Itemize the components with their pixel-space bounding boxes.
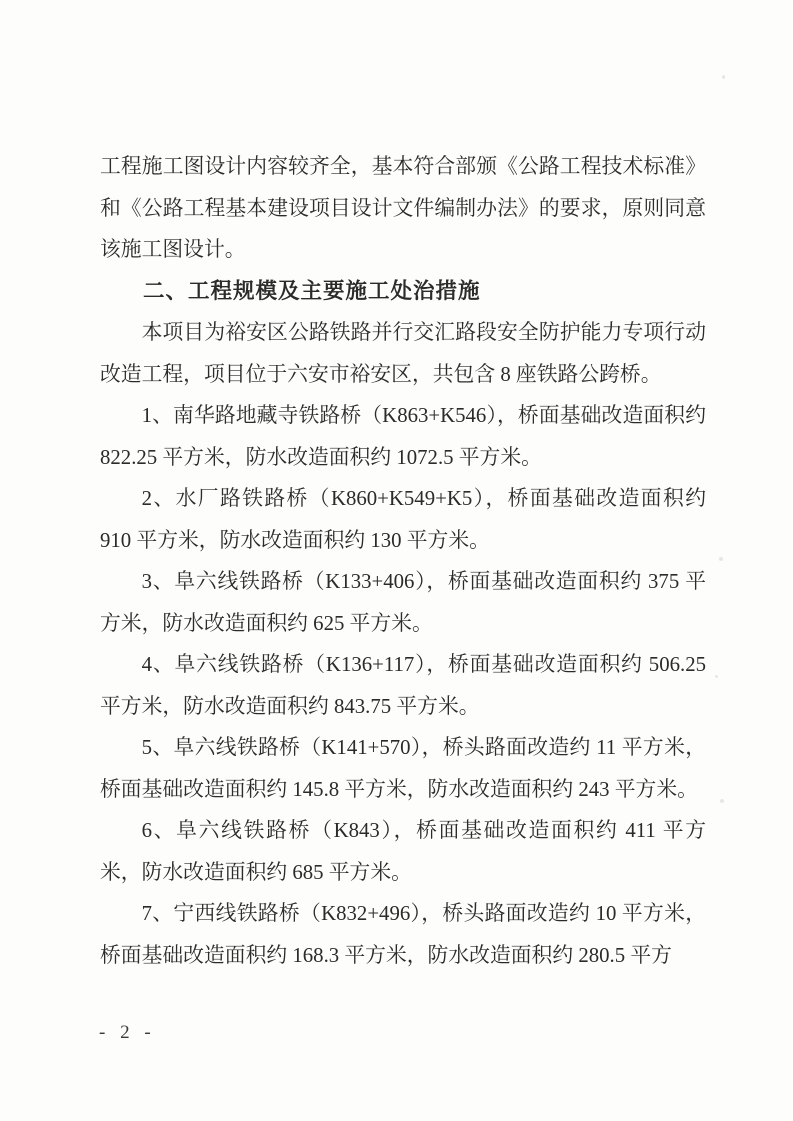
document-body (100, 146, 706, 976)
bridge-item-2: 2、水厂路铁路桥（K860+K549+K5），桥面基础改造面积约 910 平方米，防水改造面积约 130 平方米。 (100, 487, 706, 552)
bridge-item-1: 1、南华路地藏寺铁路桥（K863+K546），桥面基础改造面积约 822.25 平方米，防水改造面积约 1072.5 平方米。 (100, 404, 706, 469)
section-heading: 二、工程规模及主要施工处治措施 (143, 278, 481, 303)
scan-speck (719, 557, 723, 561)
page-number: - 2 - (99, 1022, 156, 1043)
paragraph-continuation: 工程施工图设计内容较齐全，基本符合部颁《公路工程技术标准》和《公路工程基本建设项目设计文件编制办法》的要求，原则同意该施工图设计。 (100, 155, 706, 261)
paragraph-intro: 本项目为裕安区公路铁路并行交汇路段安全防护能力专项行动改造工程，项目位于六安市裕安区，共包含 8 座铁路公跨桥。 (100, 321, 706, 386)
bridge-item-3: 3、阜六线铁路桥（K133+406），桥面基础改造面积约 375 平方米，防水改造面积约 625 平方米。 (100, 570, 706, 635)
bridge-item-4: 4、阜六线铁路桥（K136+117），桥面基础改造面积约 506.25 平方米，防水改造面积约 843.75 平方米。 (100, 653, 706, 718)
scan-speck (715, 675, 718, 678)
bridge-item-5: 5、阜六线铁路桥（K141+570），桥头路面改造约 11 平方米，桥面基础改造面积约 145.8 平方米，防水改造面积约 243 平方米。 (100, 736, 706, 801)
bridge-item-7: 7、宁西线铁路桥（K832+496），桥头路面改造约 10 平方米，桥面基础改造面积约 168.3 平方米，防水改造面积约 280.5 平方 (100, 902, 706, 967)
scan-speck (720, 799, 724, 803)
scan-speck (722, 75, 725, 79)
bridge-item-6: 6、阜六线铁路桥（K843），桥面基础改造面积约 411 平方米，防水改造面积约 685 平方米。 (100, 819, 706, 884)
